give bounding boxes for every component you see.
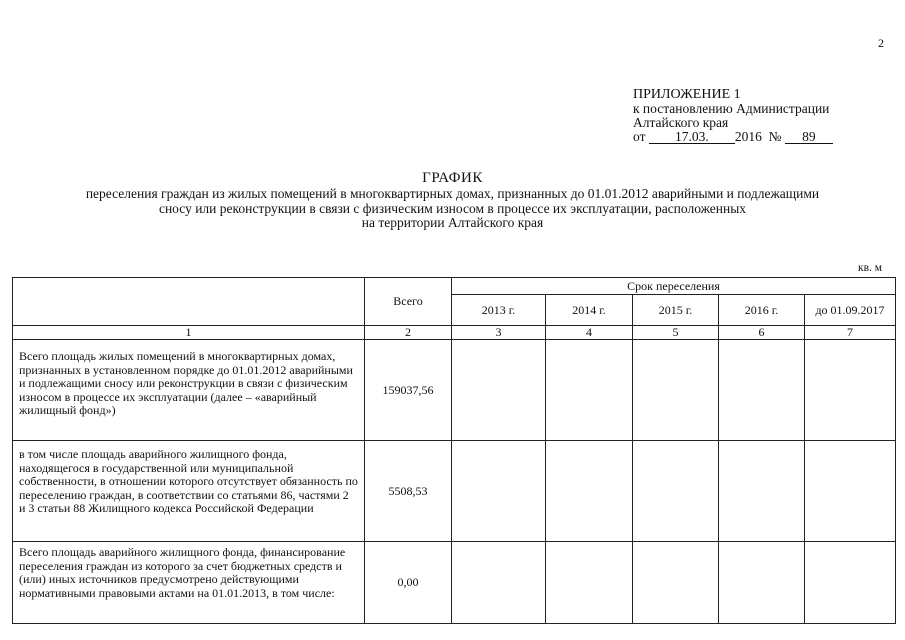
from-prefix: от: [633, 129, 646, 144]
heading-line-1: переселения граждан из жилых помещений в многоквартирных домах, признанных до 01.01.2012 аварийными и подлежащими: [85, 186, 820, 201]
decree-number: 89: [785, 130, 833, 144]
header-year-2013: 2013 г.: [452, 295, 546, 326]
column-number: 1: [13, 326, 365, 340]
column-number: 5: [633, 326, 719, 340]
row-label: в том числе площадь аварийного жилищного фонда, находящегося в государственной или муниципальной собственности, в отношении которого отсутствует обязанность по переселению граждан, в соответствии со статьями 86, частями 2 и 3 статьи 88 Жилищного кодекса Российской Федерации: [13, 441, 365, 542]
header-year-2016: 2016 г.: [719, 295, 805, 326]
empty-cell: [633, 441, 719, 542]
decree-date: 17.03.: [649, 130, 735, 144]
header-year-2014: 2014 г.: [546, 295, 633, 326]
appendix-line-2: Алтайского края: [633, 115, 729, 130]
document-title: ГРАФИК: [422, 170, 483, 186]
header-label-cell: [13, 278, 365, 326]
empty-cell: [452, 542, 546, 624]
empty-cell: [805, 340, 896, 441]
row-label: Всего площадь жилых помещений в многоквартирных домах, признанных в установленном порядке до 01.01.2012 аварийными и подлежащими сносу или реконструкции в связи с физическим износом в процессе их эксплуатации (далее – «аварийный жилищный фонд»): [13, 340, 365, 441]
table-row: [13, 542, 896, 624]
column-number: 7: [805, 326, 896, 340]
row-label: Всего площадь аварийного жилищного фонда, финансирование переселения граждан из которого за счет бюджетных средств и (или) иных источников предусмотрено действующими нормативными правовыми актами на 01.01.2013, в том числе:: [13, 542, 365, 624]
empty-cell: [719, 441, 805, 542]
column-number: 2: [365, 326, 452, 340]
empty-cell: [546, 340, 633, 441]
document-heading: [0, 170, 905, 230]
appendix-block: [633, 88, 833, 144]
heading-line-3: на территории Алтайского края: [361, 215, 544, 230]
column-number: 3: [452, 326, 546, 340]
row-total: 159037,56: [365, 340, 452, 441]
table-row: [13, 340, 896, 441]
empty-cell: [452, 340, 546, 441]
row-total: 5508,53: [365, 441, 452, 542]
header-year-2015: 2015 г.: [633, 295, 719, 326]
column-number: 4: [546, 326, 633, 340]
resettlement-table: [12, 277, 896, 624]
header-year-2017: до 01.09.2017: [805, 295, 896, 326]
row-total: 0,00: [365, 542, 452, 624]
empty-cell: [546, 441, 633, 542]
empty-cell: [546, 542, 633, 624]
page-number: 2: [878, 36, 884, 50]
header-total: Всего: [365, 278, 452, 326]
heading-line-2: сносу или реконструкции в связи с физическим износом в процессе их эксплуатации, расположенных: [158, 200, 747, 216]
table-row: [13, 441, 896, 542]
header-period: Срок переселения: [452, 278, 896, 295]
number-sign: №: [768, 129, 782, 144]
empty-cell: [805, 441, 896, 542]
empty-cell: [805, 542, 896, 624]
units-label: кв. м: [858, 262, 883, 274]
appendix-date-line: [633, 130, 833, 144]
column-number: 6: [719, 326, 805, 340]
appendix-title: ПРИЛОЖЕНИЕ 1: [633, 87, 741, 102]
empty-cell: [719, 340, 805, 441]
empty-cell: [452, 441, 546, 542]
appendix-line-1: к постановлению Администрации: [633, 101, 830, 116]
column-number-row: [13, 326, 896, 340]
empty-cell: [719, 542, 805, 624]
decree-year: 2016: [734, 129, 762, 144]
empty-cell: [633, 542, 719, 624]
empty-cell: [633, 340, 719, 441]
